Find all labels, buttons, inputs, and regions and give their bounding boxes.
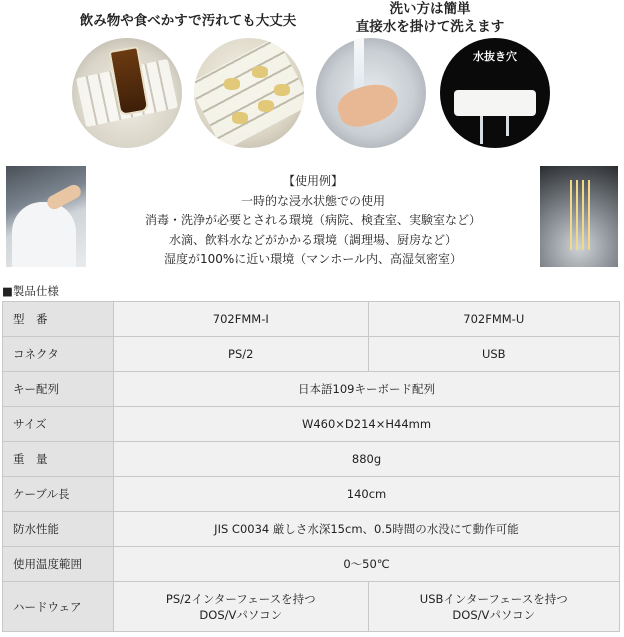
cell-weight: 880g — [114, 442, 620, 477]
cell-size: W460×D214×H44mm — [114, 407, 620, 442]
photo-kitchen-noodles — [540, 166, 618, 267]
spec-title: ■製品仕様 — [2, 284, 59, 298]
cell-model-usb: 702FMM-U — [368, 302, 619, 337]
usage-line: 消毒・洗浄が必要とされる環境（病院、検査室、実験室など） — [144, 213, 481, 227]
cell-hardware-ps2-line2: DOS/Vパソコン — [199, 607, 283, 622]
cell-connector-usb: USB — [368, 337, 619, 372]
table-row — [3, 477, 620, 512]
table-row — [3, 582, 620, 632]
cell-hardware-usb-line1: USBインターフェースを持つ — [419, 591, 568, 606]
usage-line: 水滴、飲料水などがかかる環境（調理場、厨房など） — [168, 232, 457, 247]
usage-examples — [94, 172, 532, 270]
table-row — [3, 407, 620, 442]
row-label-model: 型 番 — [3, 302, 114, 337]
table-row — [3, 337, 620, 372]
photo-spilled-drink — [72, 38, 182, 148]
cell-hardware-ps2 — [114, 582, 369, 632]
usage-line: 湿度が100%に近い環境（マンホール内、高湿気密室） — [163, 252, 463, 266]
cell-connector-ps2: PS/2 — [114, 337, 369, 372]
row-label-layout: キー配列 — [3, 372, 114, 407]
caption-easy-wash — [330, 0, 530, 36]
table-row — [3, 372, 620, 407]
cell-cable: 140cm — [114, 477, 620, 512]
cell-hardware-usb — [368, 582, 619, 632]
cell-hardware-usb-line2: DOS/Vパソコン — [452, 607, 536, 622]
usage-example-band — [6, 166, 618, 267]
table-row — [3, 547, 620, 582]
table-row — [3, 512, 620, 547]
photo-drain-hole — [440, 38, 550, 148]
photo-laboratory — [6, 166, 86, 267]
row-label-cable: ケーブル長 — [3, 477, 114, 512]
cell-temperature: 0〜50℃ — [114, 547, 620, 582]
usage-heading: 【使用例】 — [282, 174, 343, 188]
cell-model-ps2: 702FMM-I — [114, 302, 369, 337]
photo-food-crumbs — [194, 38, 304, 148]
spec-table — [2, 301, 620, 632]
row-label-weight: 重 量 — [3, 442, 114, 477]
row-label-connector: コネクタ — [3, 337, 114, 372]
row-label-hardware: ハードウェア — [3, 582, 114, 632]
caption-easy-wash-line1: 洗い方は簡単 — [389, 1, 471, 17]
cell-waterproof: JIS C0034 厳しさ水深15cm、0.5時間の水没にて動作可能 — [114, 512, 620, 547]
usage-line: 一時的な浸水状態での使用 — [240, 193, 385, 208]
cell-layout: 日本語109キーボード配列 — [114, 372, 620, 407]
hand-image — [334, 78, 403, 133]
caption-easy-wash-line2: 直接水を掛けて洗えます — [355, 19, 505, 35]
drain-hole-label: 水抜き穴 — [473, 50, 517, 63]
row-label-temperature: 使用温度範囲 — [3, 547, 114, 582]
row-label-waterproof: 防水性能 — [3, 512, 114, 547]
photo-washing-keyboard — [316, 38, 426, 148]
table-row — [3, 442, 620, 477]
cell-hardware-ps2-line1: PS/2インターフェースを持つ — [165, 591, 316, 606]
row-label-size: サイズ — [3, 407, 114, 442]
table-row — [3, 302, 620, 337]
caption-spill-proof: 飲み物や食べかすで汚れても大丈夫 — [79, 13, 297, 29]
